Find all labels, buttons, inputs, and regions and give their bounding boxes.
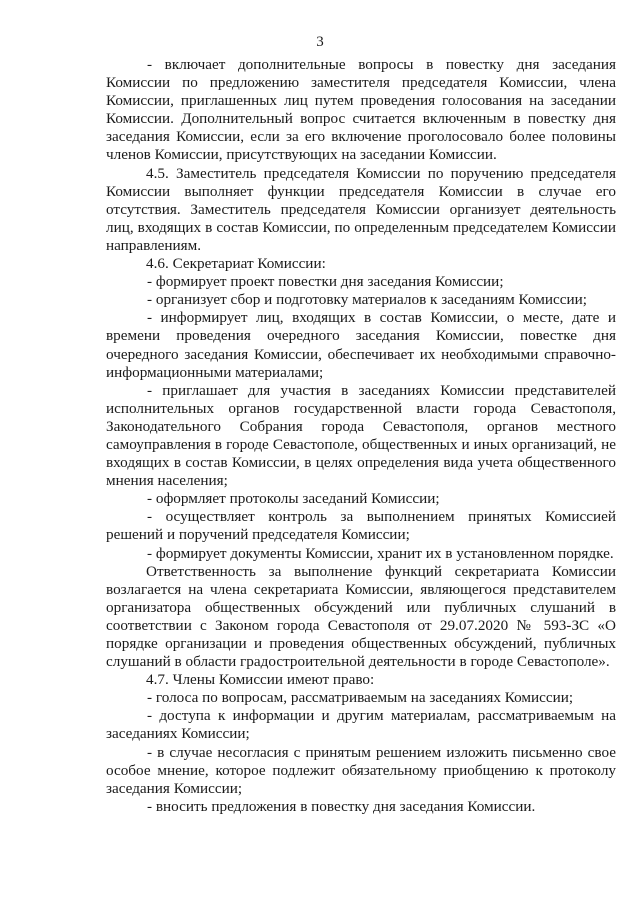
- paragraph-bullet-materials: - организует сбор и подготовку материалов к заседаниям Комиссии;: [147, 291, 587, 309]
- paragraph-bullet-access: - доступа к информации и другим материалам, рассматриваемым на заседаниях Комиссии;: [106, 707, 616, 743]
- paragraph-4-6-heading: 4.6. Секретариат Комиссии:: [146, 255, 326, 273]
- paragraph-responsibility: Ответственность за выполнение функций секретариата Комиссии возлагается на члена секретариата Комиссии, являющегося представителем организатора общественных обсуждений или публичных слушаний в соответствии с Законом города Севастополя от 29.07.2020 № 593-ЗС «О порядке организации и проведения общественных обсуждений, публичных слушаний в области градостроительной деятельности в городе Севастополе».: [106, 562, 616, 671]
- paragraph-bullet-vote: - голоса по вопросам, рассматриваемым на заседаниях Комиссии;: [147, 689, 574, 707]
- paragraph-bullet-additional-questions: - включает дополнительные вопросы в повестку дня заседания Комиссии по предложению заместителя председателя Комиссии, члена Комиссии, приглашенных лиц путем проведения голосования на заседании Комиссии. Дополнительный вопрос считается включенным в повестку дня заседания Комиссии, если за его включение проголосовало более половины членов Комиссии, присутствующих на заседании Комиссии.: [106, 56, 616, 164]
- paragraph-bullet-informs: - информирует лиц, входящих в состав Комиссии, о месте, дате и времени проведения очередного заседания Комиссии, повестке дня очередного заседания Комиссии, обеспечивает их необходимыми справочно-информационными материалами;: [106, 309, 616, 381]
- paragraph-bullet-invites: - приглашает для участия в заседаниях Комиссии представителей исполнительных органов государственной власти города Севастополя, Законодательного Собрания города Севастополя, органов местного самоуправления в городе Севастополе, общественных и иных организаций, не входящих в состав Комиссии, в целях определения вида учета общественного мнения населения;: [106, 381, 616, 490]
- page-number: 3: [316, 34, 324, 50]
- paragraph-bullet-documents: - формирует документы Комиссии, хранит их в установленном порядке.: [147, 544, 614, 562]
- paragraph-bullet-protocols: - оформляет протоколы заседаний Комиссии;: [147, 490, 440, 508]
- document-body: [106, 56, 616, 816]
- paragraph-bullet-dissent: - в случае несогласия с принятым решением изложить письменно свое особое мнение, которое подлежит обязательному приобщению к протоколу заседания Комиссии;: [106, 743, 616, 797]
- paragraph-bullet-proposals: - вносить предложения в повестку дня заседания Комиссии.: [147, 797, 536, 815]
- paragraph-bullet-agenda-draft: - формирует проект повестки дня заседания Комиссии;: [147, 273, 504, 291]
- paragraph-4-7-heading: 4.7. Члены Комиссии имеют право:: [146, 671, 375, 689]
- paragraph-4-5: 4.5. Заместитель председателя Комиссии по поручению председателя Комиссии выполняет функции председателя Комиссии в случае его отсутствия. Заместитель председателя Комиссии организует деятельность лиц, входящих в состав Комиссии, по определенным председателем Комиссии направлениям.: [106, 164, 616, 254]
- paragraph-bullet-control: - осуществляет контроль за выполнением принятых Комиссией решений и поручений председателя Комиссии;: [106, 508, 616, 544]
